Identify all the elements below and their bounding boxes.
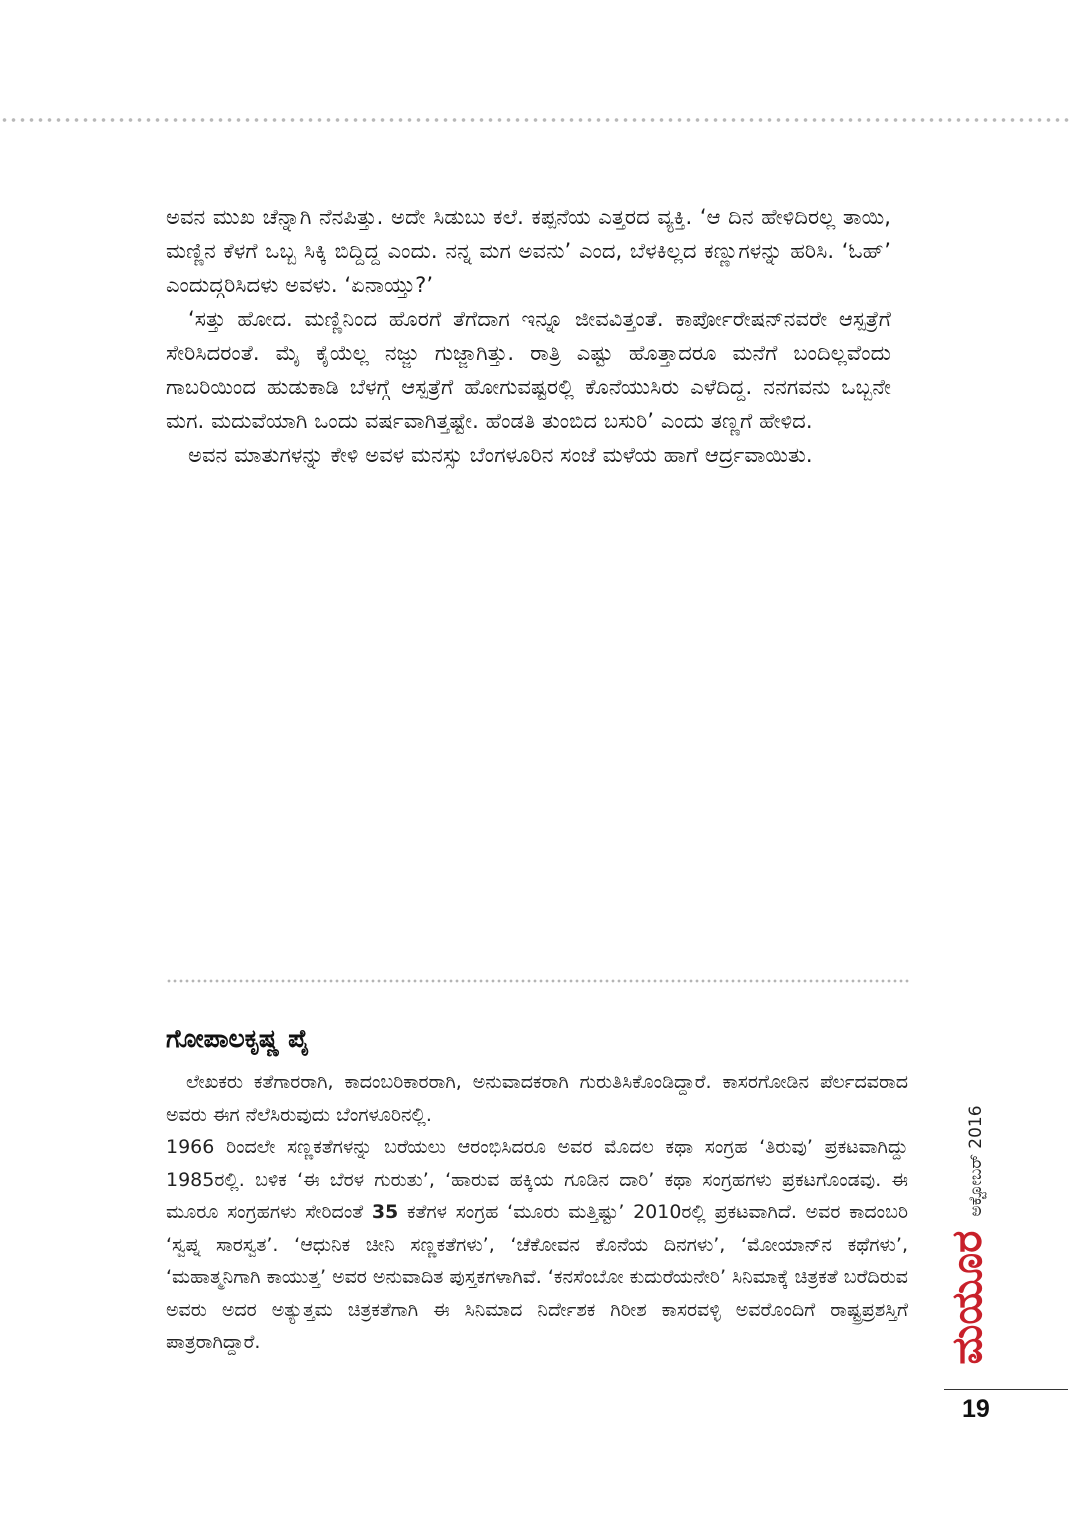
story-paragraph-1: ಅವನ ಮುಖ ಚೆನ್ನಾಗಿ ನೆನಪಿತ್ತು. ಅದೇ ಸಿಡುಬು ಕಲೆ. ಕಪ್ಪನೆಯ ಎತ್ತರದ ವ್ಯಕ್ತಿ. ‘ಆ ದಿನ ಹೇಳಿದಿರಲ್ಲ ತಾಯಿ, ಮಣ್ಣಿನ ಕೆಳಗೆ ಒಬ್ಬ ಸಿಕ್ಕಿ ಬಿದ್ದಿದ್ದ ಎಂದು. ನನ್ನ ಮಗ ಅವನು’ ಎಂದ, ಬೆಳಕಿಲ್ಲದ ಕಣ್ಣುಗಳನ್ನು ಹರಿಸಿ. ‘ಓಹ್’ ಎಂದುದ್ಗರಿಸಿದಳು ಅವಳು. ‘ಏನಾಯ್ತು?’ bbox=[166, 205, 891, 297]
bio-paragraph-1: ಲೇಖಕರು ಕತೆಗಾರರಾಗಿ, ಕಾದಂಬರಿಕಾರರಾಗಿ, ಅನುವಾದಕರಾಗಿ ಗುರುತಿಸಿಕೊಂಡಿದ್ದಾರೆ. ಕಾಸರಗೋಡಿನ ಪೆರ್ಲದವರಾದ ಅವರು ಈಗ ನೆಲೆಸಿರುವುದು ಬೆಂಗಳೂರಿನಲ್ಲಿ. bbox=[166, 1071, 908, 1126]
magazine-name: ಮಯೂರ bbox=[942, 1230, 991, 1365]
story-paragraph-2: ‘ಸತ್ತು ಹೋದ. ಮಣ್ಣಿನಿಂದ ಹೊರಗೆ ತೆಗೆದಾಗ ಇನ್ನೂ ಜೀವವಿತ್ತಂತೆ. ಕಾರ್ಪೋರೇಷನ್‌ನವರೇ ಆಸ್ಪತ್ರೆಗೆ ಸೇರಿಸಿದರಂತೆ. ಮೈ ಕೈಯೆಲ್ಲ ನಜ್ಜು ಗುಜ್ಜಾಗಿತ್ತು. ರಾತ್ರಿ ಎಷ್ಟು ಹೊತ್ತಾದರೂ ಮನೆಗೆ ಬಂದಿಲ್ಲವೆಂದು ಗಾಬರಿಯಿಂದ ಹುಡುಕಾಡಿ ಬೆಳಗ್ಗೆ ಆಸ್ಪತ್ರೆಗೆ ಹೋಗುವಷ್ಟರಲ್ಲಿ ಕೊನೆಯುಸಿರು ಎಳೆದಿದ್ದ. ನನಗವನು ಒಬ್ಬನೇ ಮಗ. ಮದುವೆಯಾಗಿ ಒಂದು ವರ್ಷವಾಗಿತ್ತಷ್ಟೇ. ಹೆಂಡತಿ ತುಂಬಿದ ಬಸುರಿ’ ಎಂದು ತಣ್ಣಗೆ ಹೇಳಿದ. bbox=[166, 307, 891, 433]
top-dotted-rule bbox=[0, 116, 1072, 124]
page-number-rule bbox=[944, 1389, 1068, 1390]
magazine-masthead bbox=[934, 1090, 1000, 1380]
story-text bbox=[166, 200, 891, 472]
page-number: 19 bbox=[962, 1395, 990, 1423]
section-divider bbox=[166, 978, 910, 984]
author-name-heading: ಗೋಪಾಲಕೃಷ್ಣ ಪೈ bbox=[166, 1024, 310, 1053]
issue-date: ಅಕ್ಟೋಬರ್ 2016 bbox=[966, 1105, 986, 1217]
bio-paragraph-2-part-b: ಕತೆಗಳ ಸಂಗ್ರಹ ‘ಮೂರು ಮತ್ತಿಷ್ಟು’ 2010ರಲ್ಲಿ ಪ್ರಕಟವಾಗಿದೆ. ಅವರ ಕಾದಂಬರಿ ‘ಸ್ವಪ್ನ ಸಾರಸ್ವತ’. ‘ಆಧುನಿಕ ಚೀನಿ ಸಣ್ಣಕತೆಗಳು’, ‘ಚೆಕೋವನ ಕೊನೆಯ ದಿನಗಳು’, ‘ಮೋಯಾನ್‌ನ ಕಥೆಗಳು’, ‘ಮಹಾತ್ಮನಿಗಾಗಿ ಕಾಯುತ್ತ’ ಅವರ ಅನುವಾದಿತ ಪುಸ್ತಕಗಳಾಗಿವೆ. ‘ಕನಸೆಂಬೋ ಕುದುರೆಯನೇರಿ’ ಸಿನಿಮಾಕ್ಕೆ ಚಿತ್ರಕತೆ ಬರೆದಿರುವ ಅವರು ಅದರ ಅತ್ಯುತ್ತಮ ಚಿತ್ರಕತೆಗಾಗಿ ಈ ಸಿನಿಮಾದ ನಿರ್ದೇಶಕ ಗಿರೀಶ ಕಾಸರವಳ್ಳಿ ಅವರೊಂದಿಗೆ ರಾಷ್ಟ್ರಪ್ರಶಸ್ತಿಗೆ ಪಾತ್ರರಾಗಿದ್ದಾರೆ. bbox=[166, 1201, 908, 1353]
bio-story-count: 35 bbox=[371, 1201, 399, 1223]
story-paragraph-3: ಅವನ ಮಾತುಗಳನ್ನು ಕೇಳಿ ಅವಳ ಮನಸ್ಸು ಬೆಂಗಳೂರಿನ ಸಂಜೆ ಮಳೆಯ ಹಾಗೆ ಆರ್ದ್ರವಾಯಿತು. bbox=[188, 443, 813, 467]
bio-paragraph-2 bbox=[166, 1131, 908, 1359]
author-bio bbox=[166, 1066, 908, 1359]
bio-paragraph-2-part-a: 1966 ರಿಂದಲೇ ಸಣ್ಣಕತೆಗಳನ್ನು ಬರೆಯಲು ಆರಂಭಿಸಿದರೂ ಅವರ ಮೊದಲ ಕಥಾ ಸಂಗ್ರಹ ‘ತಿರುವು’ ಪ್ರಕಟವಾಗಿದ್ದು 1985ರಲ್ಲಿ. ಬಳಿಕ ‘ಈ ಬೆರಳ ಗುರುತು’, ‘ಹಾರುವ ಹಕ್ಕಿಯ ಗೂಡಿನ ದಾರಿ’ ಕಥಾ ಸಂಗ್ರಹಗಳು ಪ್ರಕಟಗೊಂಡವು. ಈ ಮೂರೂ ಸಂಗ್ರಹಗಳು ಸೇರಿದಂತೆ bbox=[166, 1136, 908, 1223]
